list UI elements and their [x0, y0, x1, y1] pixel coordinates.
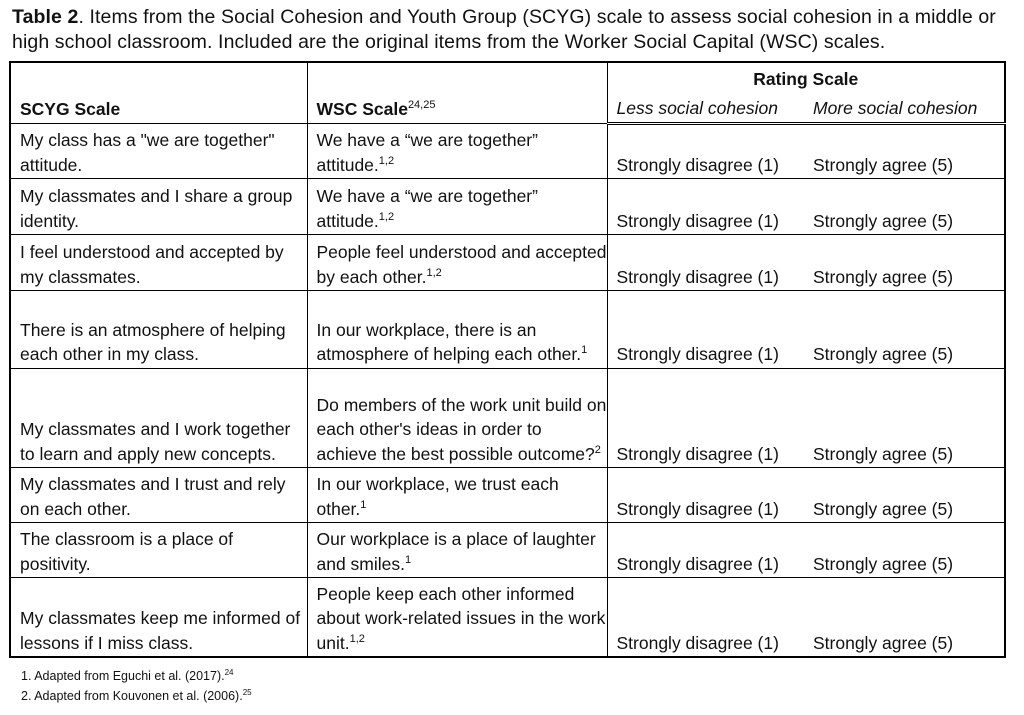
scyg-item: My class has a "we are together" attitude.	[10, 123, 307, 179]
rating-high: Strongly agree (5)	[804, 179, 1005, 235]
wsc-sup: 1,2	[378, 210, 395, 223]
rating-low: Strongly disagree (1)	[607, 578, 804, 657]
rating-high: Strongly agree (5)	[804, 123, 1005, 179]
wsc-text: Our workplace is a place of laughter and smiles.	[316, 529, 596, 574]
table-row	[10, 523, 1005, 578]
wsc-sup: 1	[360, 498, 367, 511]
wsc-text: We have a “we are together” attitude.	[316, 130, 538, 175]
footnote-1	[21, 668, 234, 684]
wsc-sup: 1,2	[378, 154, 395, 167]
footnote-sup: 25	[242, 688, 252, 697]
header-wsc-label: WSC Scale	[316, 99, 408, 120]
table-caption	[12, 5, 1007, 55]
wsc-item	[307, 179, 607, 235]
wsc-text: People feel understood and accepted by each other.	[316, 242, 607, 287]
scyg-item: The classroom is a place of positivity.	[10, 523, 307, 578]
rating-low: Strongly disagree (1)	[607, 468, 804, 523]
wsc-item	[307, 235, 607, 291]
scyg-item: My classmates keep me informed of lessons if I miss class.	[10, 578, 307, 657]
rating-low: Strongly disagree (1)	[607, 235, 804, 291]
table-row	[10, 179, 1005, 235]
rating-low: Strongly disagree (1)	[607, 368, 804, 468]
wsc-item	[307, 123, 607, 179]
wsc-text: People keep each other informed about work-related issues in the work unit.	[316, 583, 606, 653]
scyg-item: There is an atmosphere of helping each other in my class.	[10, 291, 307, 368]
wsc-sup: 1,2	[426, 266, 442, 279]
scyg-item: My classmates and I share a group identity.	[10, 179, 307, 235]
scale-table	[9, 61, 1006, 658]
rating-high: Strongly agree (5)	[804, 235, 1005, 291]
rating-high: Strongly agree (5)	[804, 468, 1005, 523]
header-more-cohesion: More social cohesion	[804, 96, 1005, 123]
header-cell-scyg	[10, 62, 307, 123]
rating-high: Strongly agree (5)	[804, 368, 1005, 468]
wsc-text: Do members of the work unit build on each other's ideas in order to achieve the best possible outcome?	[316, 394, 607, 464]
rating-high: Strongly agree (5)	[804, 578, 1005, 657]
table-row	[10, 235, 1005, 291]
table-row	[10, 368, 1005, 468]
wsc-text: In our workplace, we trust each other.	[316, 474, 559, 519]
caption-text: . Items from the Social Cohesion and Youth Group (SCYG) scale to assess social cohesion in a middle or high school classroom. Included are the original items from the Worker Social Capital (WSC) scales.	[12, 6, 996, 53]
rating-low: Strongly disagree (1)	[607, 523, 804, 578]
table-row	[10, 123, 1005, 179]
header-rating-scale: Rating Scale	[753, 68, 859, 89]
wsc-item	[307, 368, 607, 468]
wsc-item	[307, 523, 607, 578]
table-row	[10, 578, 1005, 657]
wsc-text: In our workplace, there is an atmosphere of helping each other.	[316, 319, 582, 365]
wsc-item	[307, 291, 607, 368]
rating-high: Strongly agree (5)	[804, 523, 1005, 578]
wsc-item	[307, 468, 607, 523]
footnote-2	[21, 688, 252, 704]
scyg-item: My classmates and I work together to learn and apply new concepts.	[10, 368, 307, 468]
rating-low: Strongly disagree (1)	[607, 179, 804, 235]
rating-low: Strongly disagree (1)	[607, 291, 804, 368]
scyg-item: My classmates and I trust and rely on each other.	[10, 468, 307, 523]
footnote-sup: 24	[224, 668, 234, 677]
scyg-item: I feel understood and accepted by my classmates.	[10, 235, 307, 291]
wsc-text: We have a “we are together” attitude.	[316, 186, 538, 231]
header-less-cohesion: Less social cohesion	[607, 96, 804, 123]
caption-label: Table 2	[12, 6, 79, 28]
footnote-text: 2. Adapted from Kouvonen et al. (2006).	[21, 689, 243, 703]
header-cell-wsc	[307, 62, 607, 123]
header-scyg-label: SCYG Scale	[20, 99, 121, 120]
rating-high: Strongly agree (5)	[804, 291, 1005, 368]
footnote-text: 1. Adapted from Eguchi et al. (2017).	[21, 669, 225, 683]
table-row	[10, 468, 1005, 523]
wsc-sup: 1	[581, 344, 588, 357]
wsc-sup: 2	[594, 443, 601, 456]
wsc-item	[307, 578, 607, 657]
table-row	[10, 291, 1005, 368]
wsc-sup: 1,2	[349, 632, 365, 645]
header-row-top	[10, 62, 1005, 96]
header-wsc-sup: 24,25	[407, 99, 436, 112]
rating-low: Strongly disagree (1)	[607, 123, 804, 179]
wsc-sup: 1	[405, 553, 412, 566]
